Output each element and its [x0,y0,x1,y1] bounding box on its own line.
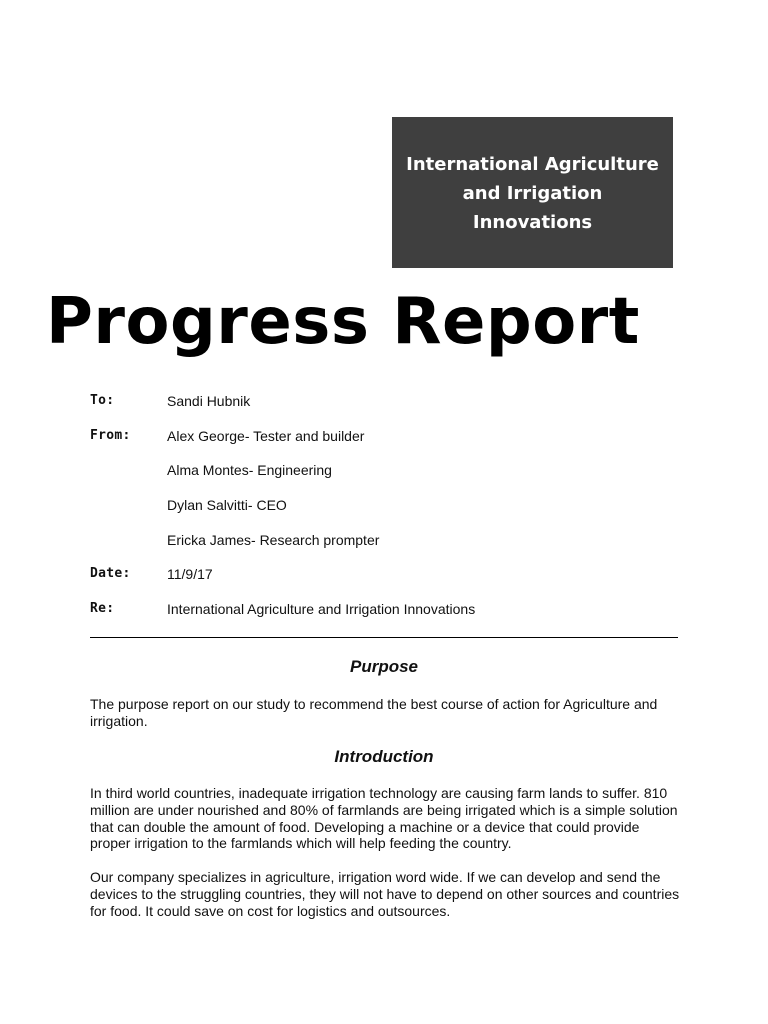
section-heading-introduction: Introduction [334,747,434,766]
memo-from-value: Dylan Salvitti- CEO [167,497,287,514]
memo-row-from [90,427,680,462]
memo-to-label: To: [90,393,115,408]
document-title: Progress Report [46,285,640,359]
memo-row-from-2 [90,461,680,496]
memo-row-from-3 [90,496,680,531]
memo-from-label: From: [90,427,131,443]
memo-from-value: Alma Montes- Engineering [167,462,332,479]
memo-from-value: Ericka James- Research prompter [167,531,380,548]
memo-row-from-4 [90,531,680,566]
memo-header [90,392,680,635]
introduction-paragraph: In third world countries, inadequate irrigation technology are causing farm lands to suffer. 810 million are under nourished and 80% of farmlands are being irrigated which is a simple solution that can double the amount of food. Developing a machine or a device that could provide proper irrigation to the farmlands which will help feeding the country. [90,785,678,852]
memo-from-value: Alex George- Tester and builder [167,427,365,444]
section-heading-purpose: Purpose [349,657,419,676]
purpose-paragraph: The purpose report on our study to recommend the best course of action for Agriculture and irrigation. [90,696,658,729]
memo-re-label: Re: [90,601,115,617]
memo-row-date [90,565,680,600]
memo-to-value: Sandi Hubnik [167,393,251,409]
memo-row-re [90,600,680,635]
memo-re-value: International Agriculture and Irrigation Innovations [167,601,476,618]
memo-date-value: 11/9/17 [167,566,213,583]
memo-divider [90,637,678,638]
introduction-paragraph: Our company specializes in agriculture, irrigation word wide. If we can develop and send the devices to the struggling countries, they will not have to depend on other sources and countries for food. It could save on cost for logistics and outsources. [90,869,680,919]
memo-date-label: Date: [90,566,131,582]
company-name-box [392,117,673,268]
company-name: International Agriculture and Irrigation Innovations [406,154,659,233]
memo-row-to [90,392,680,427]
